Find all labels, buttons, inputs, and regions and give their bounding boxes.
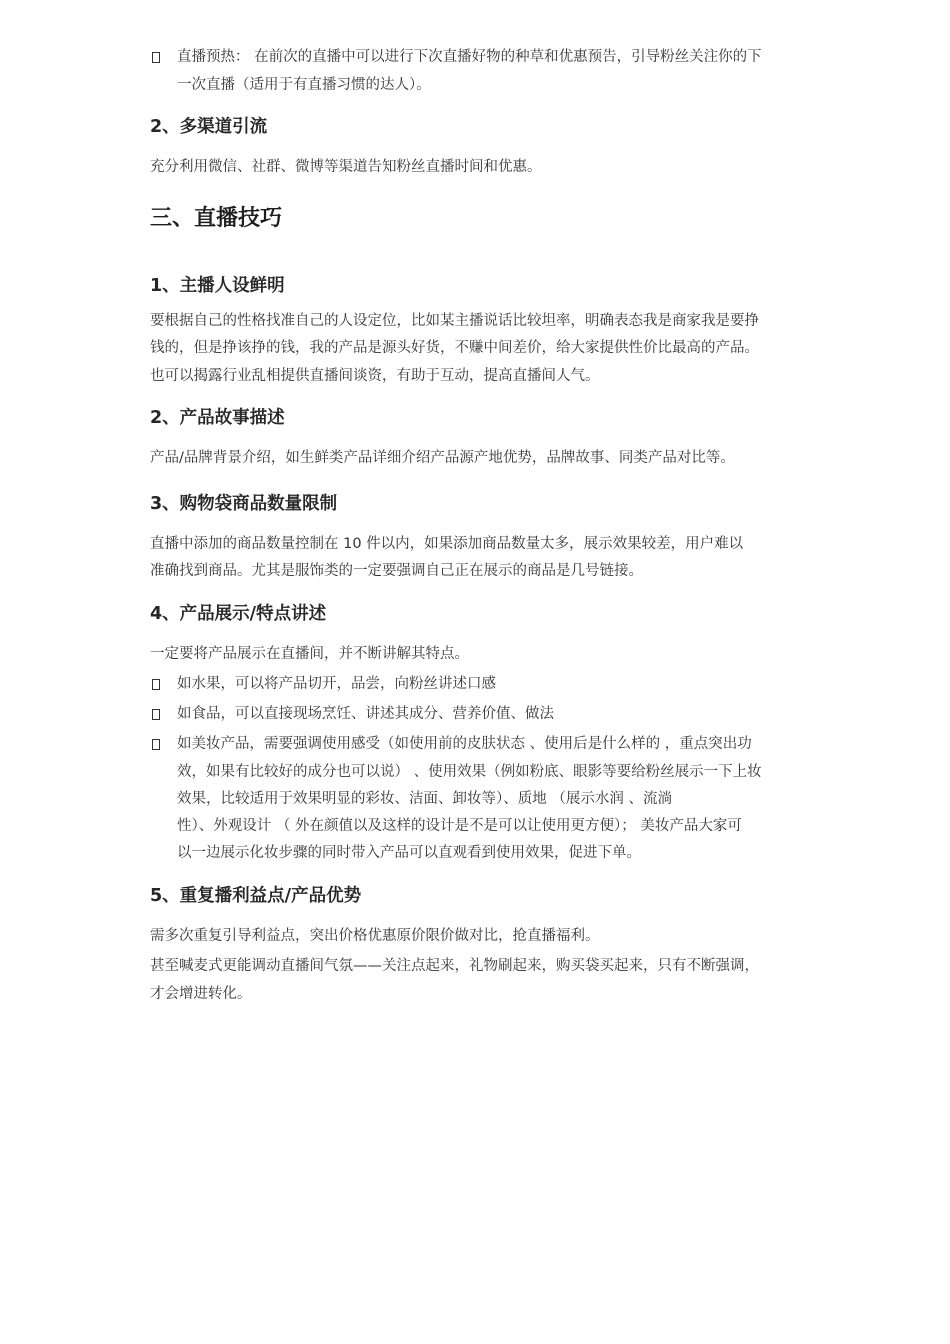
intro-bullet-line-1: 直播预热： 在前次的直播中可以进行下次直播好物的种草和优惠预告，引导粉丝关注你的下 xyxy=(177,49,762,65)
display-bullet-cosmetics-line-1: 如美妆产品，需要强调使用感受（如使用前的皮肤状态 、使用后是什么样的 ，重点突出功 xyxy=(177,736,752,752)
bullet-square-icon xyxy=(152,679,160,690)
heading-product-display: 4、产品展示/特点讲述 xyxy=(150,604,327,624)
product-display-intro: 一定要将产品展示在直播间，并不断讲解其特点。 xyxy=(150,646,469,662)
heading-host-persona: 1、主播人设鲜明 xyxy=(150,276,285,296)
product-story-body: 产品/品牌背景介绍，如生鲜类产品详细介绍产品源产地优势，品牌故事、同类产品对比等。 xyxy=(150,450,735,466)
host-persona-line-2: 钱的，但是挣该挣的钱，我的产品是源头好货，不赚中间差价，给大家提供性价比最高的产品。 xyxy=(150,340,759,356)
display-bullet-cosmetics-line-3: 效果，比较适用于效果明显的彩妆、洁面、卸妆等）、质地 （展示水润 、流淌 xyxy=(177,791,672,807)
display-bullet-cosmetics-line-5: 以一边展示化妆步骤的同时带入产品可以直观看到使用效果，促进下单。 xyxy=(177,845,641,861)
display-bullet-fruit: 如水果，可以将产品切开，品尝，向粉丝讲述口感 xyxy=(177,676,496,692)
host-persona-line-3: 也可以揭露行业乱相提供直播间谈资，有助于互动，提高直播间人气。 xyxy=(150,368,600,384)
bullet-square-icon xyxy=(152,709,160,720)
display-bullet-cosmetics-line-4: 性）、外观设计 （ 外在颜值以及这样的设计是不是可以让使用更方便）； 美妆产品大家可 xyxy=(177,818,742,834)
heading-product-story: 2、产品故事描述 xyxy=(150,408,285,428)
repeat-benefits-line-2: 甚至喊麦式更能调动直播间气氛——关注点起来，礼物刷起来，购买袋买起来，只有不断强调， xyxy=(150,958,759,974)
cart-limit-line-2: 准确找到商品。尤其是服饰类的一定要强调自己正在展示的商品是几号链接。 xyxy=(150,563,643,579)
display-bullet-food: 如食品，可以直接现场烹饪、讲述其成分、营养价值、做法 xyxy=(177,706,554,722)
repeat-benefits-line-1: 需多次重复引导利益点，突出价格优惠原价限价做对比，抢直播福利。 xyxy=(150,928,600,944)
intro-bullet-line-2: 一次直播（适用于有直播习惯的达人）。 xyxy=(177,77,431,93)
heading-cart-limit: 3、购物袋商品数量限制 xyxy=(150,494,338,514)
display-bullet-cosmetics-line-2: 效，如果有比较好的成分也可以说） 、使用效果（例如粉底、眼影等要给粉丝展示一下上妆 xyxy=(177,764,762,780)
section-title-live-skills: 三、直播技巧 xyxy=(150,206,283,231)
host-persona-line-1: 要根据自己的性格找准自己的人设定位，比如某主播说话比较坦率，明确表态我是商家我是要挣 xyxy=(150,313,759,329)
multichannel-body: 充分利用微信、社群、微博等渠道告知粉丝直播时间和优惠。 xyxy=(150,159,542,175)
repeat-benefits-line-3: 才会增进转化。 xyxy=(150,986,252,1002)
heading-multichannel: 2、多渠道引流 xyxy=(150,117,268,137)
bullet-square-icon xyxy=(152,52,160,63)
bullet-square-icon xyxy=(152,739,160,750)
heading-repeat-benefits: 5、重复播利益点/产品优势 xyxy=(150,886,362,906)
cart-limit-line-1: 直播中添加的商品数量控制在 10 件以内，如果添加商品数量太多，展示效果较差，用户难以 xyxy=(150,536,744,552)
